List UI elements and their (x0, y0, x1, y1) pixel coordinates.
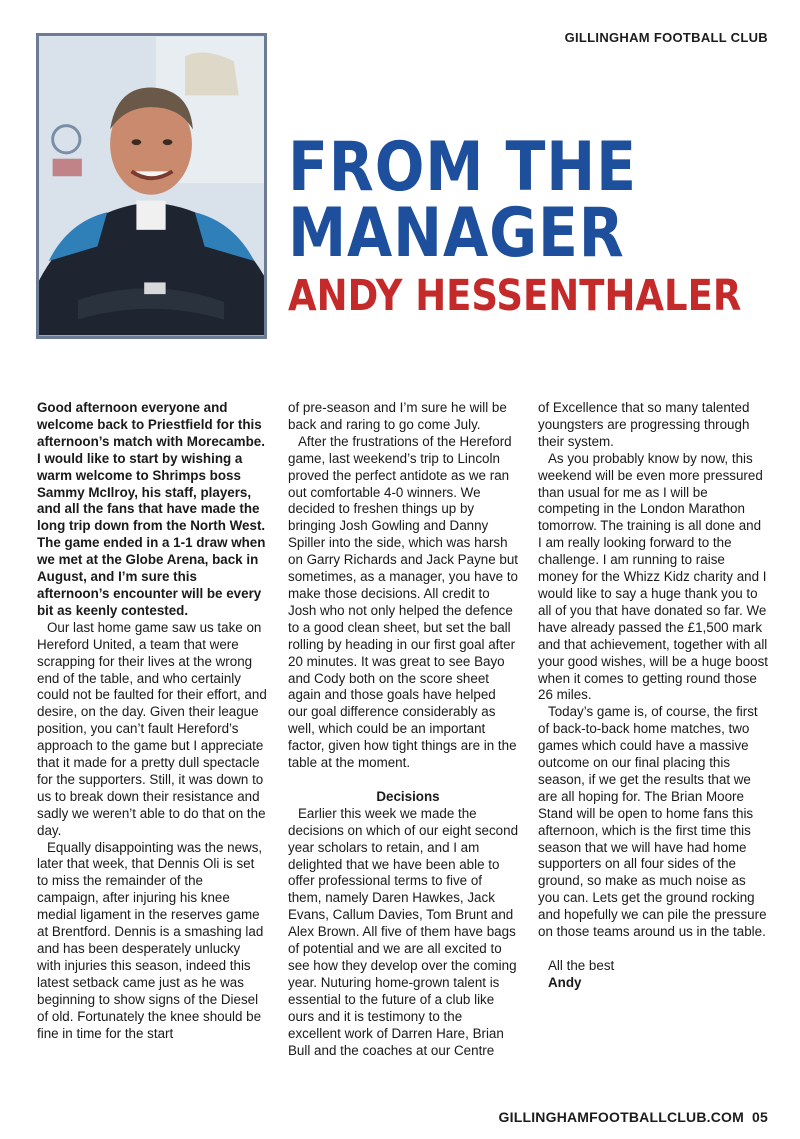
column-3 (538, 400, 768, 992)
paragraph: Equally disappointing was the news, later that week, that Dennis Oli is set to miss the remainder of the campaign, after injuring his knee medial ligament in the reserves game at Brentford. Dennis is a smashing lad and has been desperately unlucky with injuries this season, indeed this latest setback came just as he was beginning to show signs of the Diesel of old. Fortunately the knee should be fine in time for the start (37, 839, 264, 1041)
title-block (288, 128, 768, 321)
paragraph: Earlier this week we made the decisions on which of our eight second year scholars to retain, and I am delighted that we have been able to offer professional terms to five of them, namely Daren Hawkes, Jack Evans, Callum Davies, Tom Brunt and Alex Brown. All five of them have bags of potential and we are all excited to see how they develop over the coming year. Nuturing home-grown talent is essential to the future of a club like ours and it is testimony to the excellent work of Darren Hare, Brian Bull and the coaches at our Centre (288, 805, 519, 1058)
manager-photo (36, 33, 267, 339)
title-line-2: MANAGER (288, 194, 625, 273)
paragraph: After the frustrations of the Hereford game, last weekend’s trip to Lincoln proved the perfect antidote as we ran out comfortable 4-0 winners. We decided to freshen things up by bringing Josh Gowling and Danny Spiller into the side, which was harsh on Garry Richards and Jack Payne but sometimes, as a manager, you have to make those decisions. All credit to Josh who not only helped the defence to a good clean sheet, but set the ball rolling by heading in our first goal after 20 minutes. It was great to see Bayo and Cody both on the score sheet again and those goals have helped our goal difference considerably as well, which could be an important factor, given how tight things are in the table at the moment. (288, 433, 518, 771)
signature-name: Andy (548, 974, 582, 990)
footer (499, 1109, 768, 1125)
paragraph: of Excellence that so many talented youngsters are progressing through their system. (538, 400, 750, 449)
paragraph: of pre-season and I’m sure he will be back and raring to go come July. (288, 400, 507, 432)
sign-off: All the best (548, 958, 615, 973)
manager-portrait-image (39, 36, 264, 336)
column-1 (37, 400, 267, 1042)
paragraph: As you probably know by now, this weekend will be even more pressured than usual for me as I will be competing in the London Marathon tomorrow. The training is all done and I am really looking forward to the challenge. I am running to raise money for the Whizz Kidz charity and I would like to say a huge thank you to all of you that have donated so far. We have already passed the £1,500 mark and that achievement, together with all your good wishes, will be a huge boost when it comes to getting round those 26 miles. (538, 450, 769, 703)
section-heading: Decisions (376, 788, 440, 804)
footer-website: GILLINGHAMFOOTBALLCLUB.COM (498, 1109, 745, 1125)
page-number: 05 (752, 1109, 768, 1125)
paragraph: Our last home game saw us take on Hereford United, a team that were scrapping for their lives at the wrong end of the table, and who certainly could not be faulted for their effort, and desire, on the day. Given their league position, you can’t fault Hereford’s approach to the game but I appreciate that it made for a pretty dull spectacle for the supporters. Still, it was down to us to break down their resistance and sadly we weren’t able to do that on the day. (37, 619, 267, 838)
intro-paragraph: Good afternoon everyone and welcome back to Priestfield for this afternoon’s match with Morecambe. I would like to start by wishing a warm welcome to Shrimps boss Sammy McIlroy, his staff, players, and all the fans that have made the long trip down from the North West. The game ended in a 1-1 draw when we met at the Globe Arena, back in August, and I’m sure this afternoon’s encounter will be every bit as keenly contested. (37, 400, 266, 618)
column-2 (288, 400, 518, 1059)
article-body (37, 400, 767, 1090)
manager-name: ANDY HESSENTHALER (288, 271, 742, 321)
club-header: GILLINGHAM FOOTBALL CLUB (564, 30, 768, 45)
paragraph: Today’s game is, of course, the first of back-to-back home matches, two games which could have a massive outcome on our final placing this season, if we get the results that we are all hoping for. The Brian Moore Stand will be open to home fans this afternoon, which is the first time this season that we will have had home supporters on all four sides of the ground, so make as much noise as you can. Lets get the ground rocking and hopefully we can pile the pressure on those teams around us in the table. (538, 704, 767, 940)
title-line-1: FROM THE (288, 128, 637, 207)
